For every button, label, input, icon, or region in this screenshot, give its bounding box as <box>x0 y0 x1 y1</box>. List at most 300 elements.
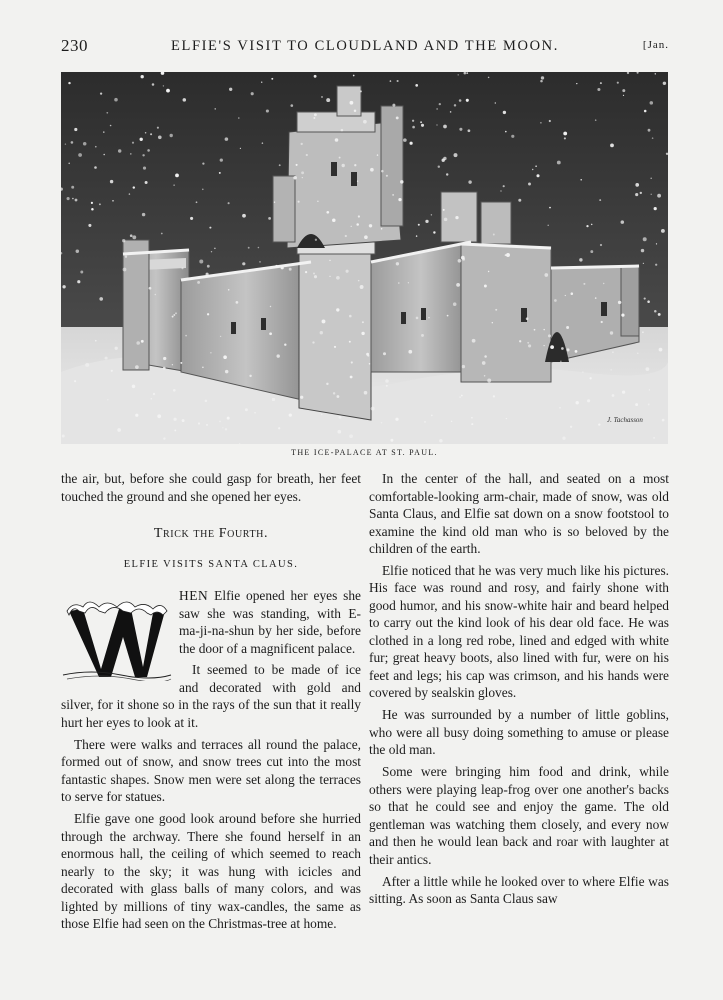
snowflake <box>397 80 399 82</box>
snowflake <box>332 218 336 222</box>
snowflake <box>381 422 382 423</box>
snowflake <box>458 259 462 263</box>
after-paragraph: After a little while he looked over to where Elfie was sitting. As soon as Santa Claus saw <box>369 873 669 907</box>
snowflake <box>130 153 132 155</box>
snowflake <box>421 334 424 337</box>
snowflake <box>278 427 280 429</box>
snowflake <box>142 154 144 156</box>
snowflake <box>610 331 613 334</box>
snowflake <box>363 120 367 124</box>
snowflake <box>623 95 624 96</box>
snowflake <box>443 209 445 211</box>
right-column <box>369 470 669 912</box>
snowflake <box>166 89 170 93</box>
snowflake <box>301 171 304 174</box>
snowflake <box>135 414 138 417</box>
snowflake <box>196 201 198 203</box>
snowflake <box>534 329 536 331</box>
snowflake <box>136 341 140 345</box>
snowflake <box>329 276 330 277</box>
snowflake <box>115 347 118 350</box>
snowflake <box>576 83 577 84</box>
snowflake <box>197 281 200 284</box>
snowflake <box>173 314 175 316</box>
snowflake <box>77 280 80 283</box>
snowflake <box>111 370 113 372</box>
snowflake <box>656 243 657 244</box>
snowflake <box>549 120 551 122</box>
snowflake <box>396 262 399 265</box>
snowflake <box>276 354 279 357</box>
snowflake <box>560 361 561 362</box>
snowflake <box>354 109 357 112</box>
snowflake <box>150 133 152 135</box>
snowflake <box>163 85 164 86</box>
snowflake <box>74 380 76 382</box>
snowflake <box>447 315 449 317</box>
snowflake <box>527 342 529 344</box>
snowflake <box>349 434 353 438</box>
snowflake <box>566 348 569 351</box>
snowflake <box>181 267 183 269</box>
left-column <box>61 470 361 937</box>
snowflake <box>223 355 227 359</box>
snowflake <box>369 363 371 365</box>
snowflake <box>484 285 487 288</box>
snowflake <box>646 367 650 371</box>
snowflake <box>350 101 354 105</box>
snowflake <box>566 326 569 329</box>
snowflake <box>461 395 463 397</box>
snowflake <box>361 332 364 335</box>
snowflake <box>147 149 150 152</box>
snowflake <box>227 417 230 420</box>
snowflake <box>595 297 597 299</box>
snowflake <box>454 104 456 106</box>
snowflake <box>245 408 248 411</box>
snowflake <box>390 80 392 82</box>
snowflake <box>503 111 506 114</box>
snowflake <box>450 111 452 113</box>
snowflake <box>650 177 652 179</box>
snowflake <box>349 315 352 318</box>
snowflake <box>152 83 155 86</box>
ice-palace-illustration <box>61 72 668 444</box>
snowflake <box>369 224 372 227</box>
snowflake <box>238 117 240 119</box>
snowflake <box>274 201 275 202</box>
snowflake <box>468 129 471 132</box>
snowflake <box>220 336 221 337</box>
snowflake <box>112 200 114 202</box>
snowflake <box>547 225 548 226</box>
snowflake <box>296 164 298 166</box>
snowflake <box>591 224 593 226</box>
snowflake <box>642 331 644 333</box>
snowflake <box>662 419 665 422</box>
snowflake <box>451 421 452 422</box>
snowflake <box>321 414 323 416</box>
snowflake <box>222 427 223 428</box>
snowflake <box>658 313 661 316</box>
snowflake <box>214 248 215 249</box>
snowflake <box>349 341 351 343</box>
snowflake <box>149 287 152 290</box>
snowflake <box>386 385 388 387</box>
snowflake <box>418 224 420 226</box>
snowflake <box>635 183 639 187</box>
snowflake <box>462 258 465 261</box>
snowflake <box>172 364 173 365</box>
snowflake <box>466 72 468 74</box>
snowflake <box>125 256 127 258</box>
snowflake <box>338 416 341 419</box>
snowflake <box>421 124 424 127</box>
snowflake <box>610 143 614 147</box>
snowflake <box>398 282 400 284</box>
snowflake <box>268 217 271 220</box>
snowflake <box>506 253 510 257</box>
snowflake <box>173 389 176 392</box>
snowflake <box>443 125 447 129</box>
running-title: ELFIE'S VISIT TO CLOUDLAND AND THE MOON. <box>171 38 559 54</box>
snowflake <box>99 203 101 205</box>
snowflake <box>174 418 177 421</box>
snowflake <box>356 223 359 226</box>
snowflake <box>410 142 413 145</box>
snowflake <box>459 128 462 131</box>
snowflake <box>482 361 486 365</box>
snowflake <box>438 165 440 167</box>
snowflake <box>540 122 542 124</box>
snowflake <box>207 265 210 268</box>
snowflake <box>242 262 245 265</box>
snowflake <box>133 186 135 188</box>
snowflake <box>358 215 360 217</box>
snowflake <box>141 75 144 78</box>
snowflake <box>266 109 269 112</box>
snowflake <box>650 101 654 105</box>
snowflake <box>346 270 349 273</box>
snowflake <box>484 375 486 377</box>
snowflake <box>643 263 644 264</box>
snowflake <box>587 399 590 402</box>
snowflake <box>336 395 339 398</box>
snowflake <box>416 235 417 236</box>
snowflake <box>155 294 157 296</box>
snowflake <box>357 181 358 182</box>
snowflake <box>381 228 383 230</box>
snowflake <box>279 164 281 166</box>
dropcap-letter: W <box>61 589 62 590</box>
snowflake <box>261 82 262 83</box>
snowflake <box>444 218 448 222</box>
snowflake <box>183 98 187 102</box>
ice-paragraph: It seemed to be made of ice and decorated with gold and silver, for it shone so in the rays of the sun that it really hurt her eyes to look at it. <box>61 662 361 730</box>
snowflake <box>306 154 308 156</box>
snowflake <box>103 131 104 132</box>
snowflake <box>495 102 496 103</box>
snowflake <box>336 308 339 311</box>
snowflake <box>640 192 642 194</box>
snowflake <box>272 398 275 401</box>
snowflake <box>258 247 260 249</box>
snowflake <box>333 392 335 394</box>
snowflake <box>353 75 355 77</box>
snowflake <box>408 350 412 354</box>
snowflake <box>99 297 103 301</box>
snowflake <box>315 239 317 241</box>
snowflake <box>284 343 286 345</box>
snowflake <box>322 319 326 323</box>
snowflake <box>488 77 490 79</box>
snowflake <box>240 148 241 149</box>
snowflake <box>305 271 307 273</box>
snowflake <box>161 233 163 235</box>
snowflake <box>663 82 666 85</box>
snowflake <box>219 421 221 423</box>
snowflake <box>390 439 393 442</box>
snowflake <box>603 283 604 284</box>
continuation-paragraph: the air, but, before she could gasp for breath, her feet touched the ground and she opened her eyes. <box>61 471 361 504</box>
snowflake <box>580 179 582 181</box>
snowflake <box>446 173 448 175</box>
snowflake <box>436 108 437 109</box>
snowflake <box>262 142 264 144</box>
snowflake <box>649 389 650 390</box>
snowflake <box>157 414 161 418</box>
snowflake <box>493 234 495 236</box>
snowflake <box>72 198 74 200</box>
snowflake <box>439 103 441 105</box>
snowflake <box>336 276 340 280</box>
page-number: 230 <box>61 36 88 55</box>
snowflake <box>590 250 593 253</box>
snowflake <box>170 134 173 137</box>
snowflake <box>459 396 461 398</box>
snowflake <box>443 157 446 160</box>
snowflake <box>228 289 230 291</box>
illustration-caption: THE ICE-PALACE AT ST. PAUL. <box>291 448 438 457</box>
snowflake <box>205 400 208 403</box>
snowflake <box>180 362 182 364</box>
snowflake <box>618 301 621 304</box>
snowflake <box>622 390 625 393</box>
snowflake <box>420 121 422 123</box>
snowflake <box>424 421 426 423</box>
snowflake <box>495 309 497 311</box>
snowflake <box>641 249 644 252</box>
snowflake <box>617 82 619 84</box>
snowflake <box>586 225 588 227</box>
snowflake <box>249 375 251 377</box>
snowflake <box>341 129 344 132</box>
opening-text: Elfie opened her eyes she saw she was standing, with E-ma-ji-na-shun by her side, before the door of a magnificent palace. <box>179 588 361 656</box>
snowflake <box>487 379 491 383</box>
snowflake <box>557 161 561 165</box>
snowflake <box>211 251 212 252</box>
snowflake <box>88 224 91 227</box>
snowflake <box>659 348 663 352</box>
snowflake <box>471 417 473 419</box>
snowflake <box>351 361 353 363</box>
snowflake <box>583 283 585 285</box>
snowflake <box>71 141 74 144</box>
snowflake <box>206 273 209 276</box>
snowflake <box>661 229 665 233</box>
snowflake <box>400 180 403 183</box>
snowflake <box>360 285 364 289</box>
snowflake <box>647 300 650 303</box>
snowflake <box>326 383 328 385</box>
snowflake <box>488 271 489 272</box>
snowflake <box>225 137 229 141</box>
snowflake <box>199 260 203 264</box>
snowflake <box>335 138 339 142</box>
snowflake <box>174 429 176 431</box>
snowflake <box>78 153 82 157</box>
snowflake <box>173 184 174 185</box>
snowflake <box>570 426 572 428</box>
running-header <box>61 36 669 58</box>
snowflake <box>225 428 227 430</box>
snowflake <box>431 415 433 417</box>
snowflake <box>71 186 74 189</box>
snowflake <box>289 413 292 416</box>
snowflake <box>202 162 204 164</box>
snowflake <box>648 129 651 132</box>
snowflake <box>654 310 657 313</box>
snowflake <box>228 202 230 204</box>
snowflake <box>648 403 650 405</box>
snowflake <box>91 202 93 204</box>
snowflake <box>281 266 284 269</box>
snowflake <box>559 407 561 409</box>
snowflake <box>229 88 232 91</box>
snowflake <box>381 170 384 173</box>
snowflake <box>207 313 209 315</box>
snowflake <box>598 423 600 425</box>
snowflake <box>74 128 77 131</box>
snowflake <box>290 104 293 107</box>
snowflake <box>118 149 121 152</box>
snowflake <box>91 208 94 211</box>
snowflake <box>206 424 208 426</box>
snowflake <box>339 157 341 159</box>
snowflake <box>326 211 329 214</box>
snowflake <box>610 369 611 370</box>
snowflake <box>466 99 469 102</box>
snowflake <box>313 117 315 119</box>
snowflake <box>364 235 368 239</box>
snowflake <box>526 317 529 320</box>
snowflake <box>354 164 356 166</box>
snowflake <box>428 317 430 319</box>
snowflake <box>599 199 601 201</box>
snowflake <box>185 335 187 337</box>
snowflake <box>75 199 78 202</box>
snowflake <box>541 76 544 79</box>
snowflake <box>300 396 303 399</box>
snowflake <box>433 231 435 233</box>
snowflake <box>313 273 315 275</box>
snowflake <box>293 176 297 180</box>
snowflake <box>105 357 108 360</box>
snowflake <box>563 132 567 136</box>
snowflake <box>145 181 148 184</box>
snowflake <box>550 345 554 349</box>
snowflake <box>107 399 108 400</box>
snowflake <box>621 313 624 316</box>
snowflake <box>653 437 655 439</box>
opening-paragraph <box>61 587 361 657</box>
issue-month: [Jan. <box>642 39 669 51</box>
snowflake <box>528 183 531 186</box>
snowflake <box>651 194 652 195</box>
snowflake <box>561 347 564 350</box>
snowflake <box>135 365 139 369</box>
snowflake <box>215 108 216 109</box>
snowflake <box>302 177 303 178</box>
snowflake <box>612 394 615 397</box>
snowflake <box>621 220 625 224</box>
snowflake <box>65 143 66 144</box>
snowflake <box>62 435 65 438</box>
dropcap-w <box>61 589 173 681</box>
snowflake <box>600 244 602 246</box>
snowflake <box>644 298 646 300</box>
snowflake <box>157 127 159 129</box>
snowflake <box>589 377 591 379</box>
snowflake <box>505 131 507 133</box>
snowflake <box>412 126 415 129</box>
snowflake <box>242 214 246 218</box>
snowflake <box>597 88 600 91</box>
snowflake <box>396 116 399 119</box>
snowflake <box>271 78 273 80</box>
snowflake <box>655 73 656 74</box>
snowflake <box>110 125 112 127</box>
snowflake <box>398 198 401 201</box>
snowflake <box>462 365 465 368</box>
snowflake <box>68 82 70 84</box>
snowflake <box>140 138 143 141</box>
ice-palace-drawing <box>61 72 668 444</box>
snowflake <box>117 428 121 432</box>
snowflake <box>635 403 638 406</box>
snowflake <box>364 391 368 395</box>
snowflake <box>622 89 625 92</box>
snowflake <box>549 207 551 209</box>
snowflake <box>492 322 493 323</box>
snowflake <box>595 119 597 121</box>
snowflake <box>571 292 574 295</box>
snowflake <box>158 135 162 139</box>
snowflake <box>110 180 113 183</box>
snowflake <box>163 437 165 439</box>
snowflake <box>386 175 388 177</box>
snowflake <box>431 214 432 215</box>
snowflake <box>141 340 144 343</box>
snowflake <box>142 213 145 216</box>
snowflake <box>554 299 557 302</box>
snowflake <box>532 169 533 170</box>
snowflake <box>329 260 330 261</box>
snowflake <box>122 239 125 242</box>
snowflake <box>385 379 389 383</box>
snowflake <box>190 217 193 220</box>
snowflake <box>351 226 352 227</box>
